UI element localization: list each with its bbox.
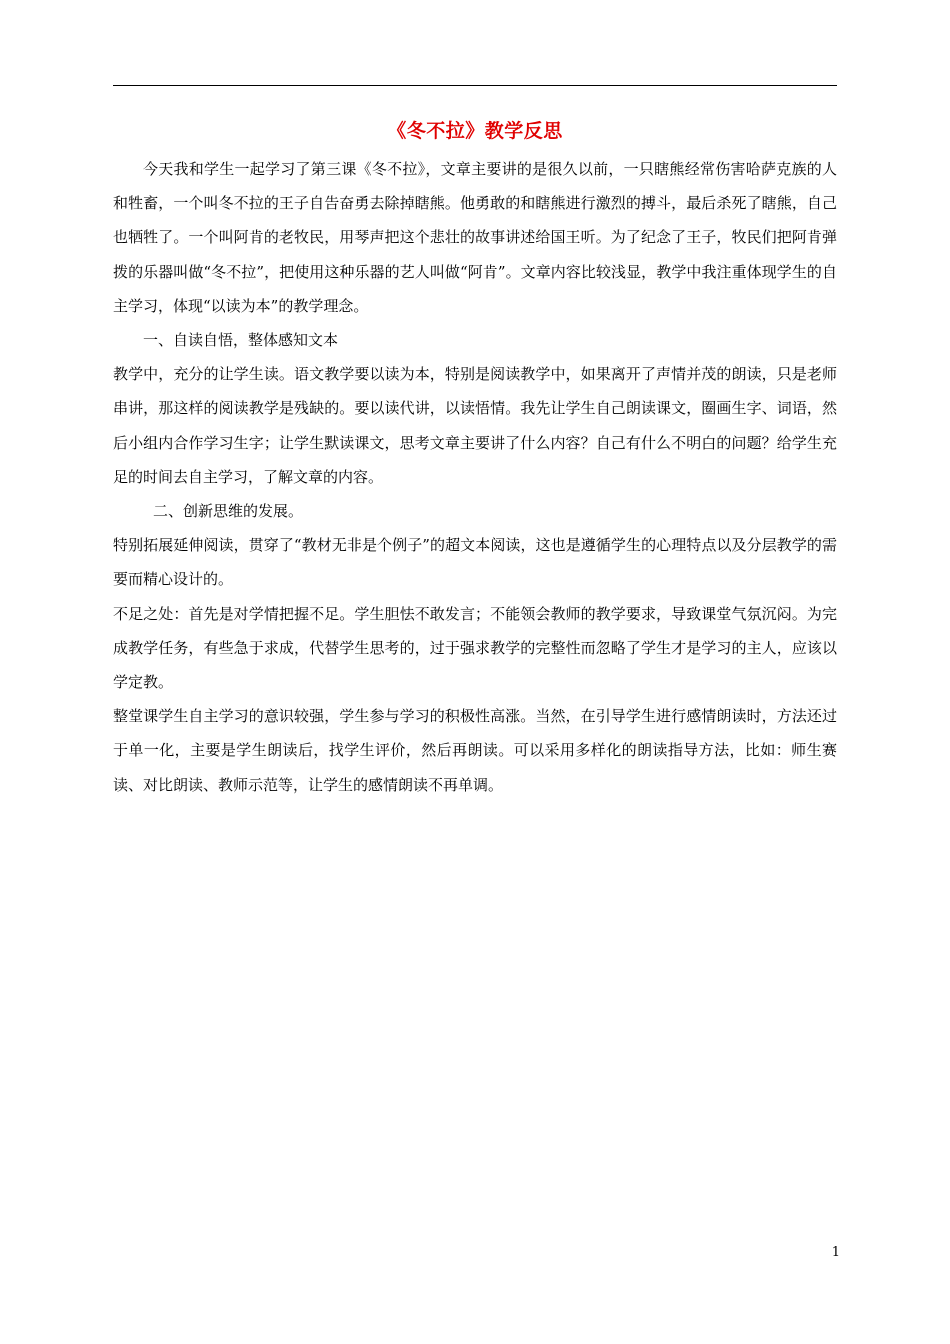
intro-paragraph: 今天我和学生一起学习了第三课《冬不拉》，文章主要讲的是很久以前，一只瞎熊经常伤害哈萨克族的人和牲畜，一个叫冬不拉的王子自告奋勇去除掉瞎熊。他勇敢的和瞎熊进行激烈的搏斗，最后杀死了瞎熊，自己也牺牲了。一个叫阿肯的老牧民，用琴声把这个悲壮的故事讲述给国王听。为了纪念了王子，牧民们把阿肯弹拨的乐器叫做“冬不拉”，把使用这种乐器的艺人叫做“阿肯”。文章内容比较浅显，教学中我注重体现学生的自主学习，体现“以读为本”的教学理念。 [113, 160, 837, 315]
page-number: 1 [831, 1245, 840, 1260]
section-2-paragraph: 特别拓展延伸阅读，贯穿了“教材无非是个例子”的超文本阅读，这也是遵循学生的心理特点以及分层教学的需要而精心设计的。 [113, 536, 837, 589]
document-body [113, 152, 837, 802]
page-title: 《冬不拉》教学反思 [387, 120, 563, 142]
section-1-paragraph: 教学中，充分的让学生读。语文教学要以读为本，特别是阅读教学中，如果离开了声情并茂的朗读，只是老师串讲，那这样的阅读教学是残缺的。要以读代讲，以读悟情。我先让学生自己朗读课文，圈画生字、词语，然后小组内合作学习生字；让学生默读课文，思考文章主要讲了什么内容？自己有什么不明白的问题？给学生充足的时间去自主学习，了解文章的内容。 [113, 365, 837, 486]
header-rule [113, 85, 837, 86]
conclusion-paragraph: 整堂课学生自主学习的意识较强，学生参与学习的积极性高涨。当然，在引导学生进行感情朗读时，方法还过于单一化，主要是学生朗读后，找学生评价，然后再朗读。可以采用多样化的朗读指导方法，比如：师生赛读、对比朗读、教师示范等，让学生的感情朗读不再单调。 [113, 707, 837, 794]
section-heading-2: 二、创新思维的发展。 [153, 502, 304, 521]
section-heading-1: 一、自读自悟，整体感知文本 [143, 331, 339, 350]
shortcomings-paragraph: 不足之处：首先是对学情把握不足。学生胆怯不敢发言；不能领会教师的教学要求，导致课堂气氛沉闷。为完成教学任务，有些急于求成，代替学生思考的，过于强求教学的完整性而忽略了学生才是学习的主人，应该以学定教。 [113, 604, 837, 692]
